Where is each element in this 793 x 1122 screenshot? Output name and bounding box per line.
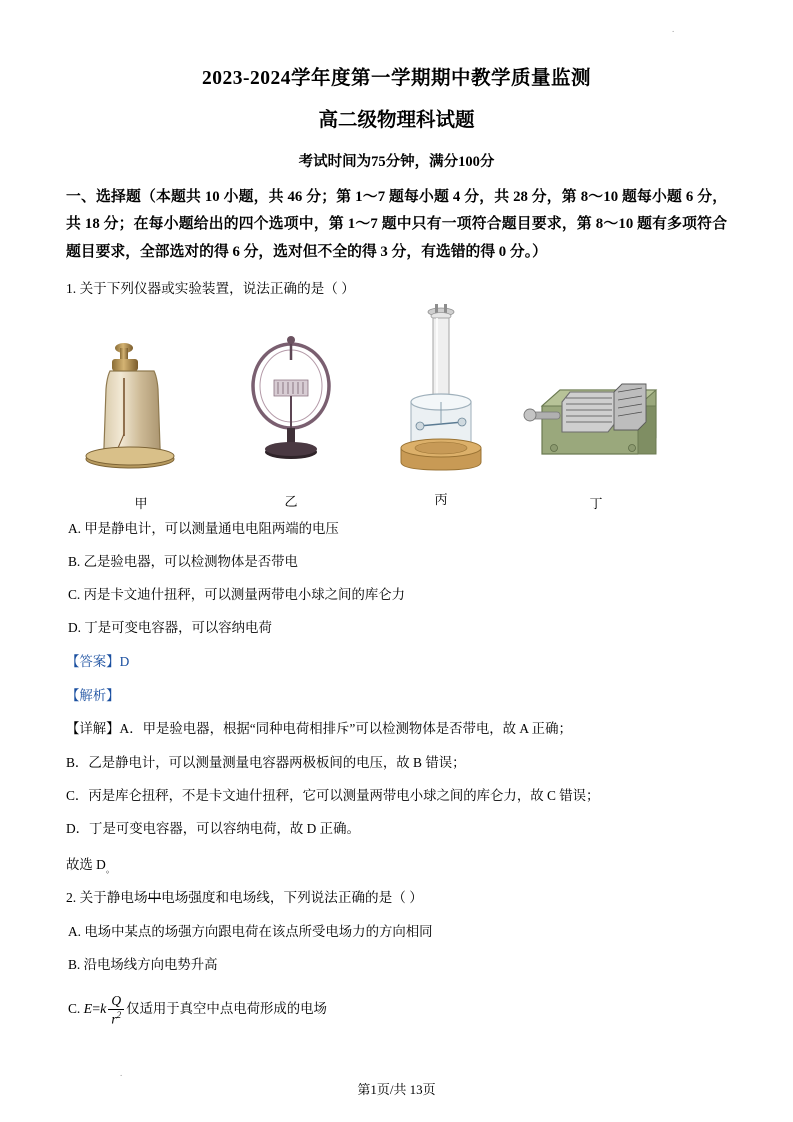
exam-info: 考试时间为75分钟，满分100分 (298, 154, 495, 170)
question-2-option-a: A. 电场中某点的场强方向跟电荷在该点所受电场力的方向相同 (68, 923, 433, 939)
figure-caption-bing: 丙 (434, 491, 448, 507)
formula-den-exponent: 2 (116, 1009, 122, 1020)
formula-numerator: Q (108, 993, 124, 1010)
figure-jia (76, 326, 206, 512)
question-1-figures (66, 306, 727, 511)
question-1-detail-1: 【详解】A．甲是验电器，根据“同种电荷相排斥”可以检测物体是否带电，故 A 正确； (66, 721, 572, 737)
question-2-stem-pre: 2. 关于静电场 (66, 890, 148, 906)
option-c-suffix: 仅适用于真空中点电荷形成的电场 (126, 1000, 327, 1016)
formula-fraction (108, 993, 124, 1027)
question-1-stem: 1. 关于下列仪器或实验装置，说法正确的是（ ） (66, 281, 355, 297)
figure-caption-ding: 丁 (589, 495, 603, 511)
figure-caption-jia: 甲 (134, 495, 148, 511)
formula-lhs: E (83, 1002, 93, 1018)
conclusion-text: 故选 D (66, 856, 106, 872)
option-c-prefix: C. (68, 1000, 84, 1016)
question-1-answer (66, 652, 727, 672)
page-subtitle: 高二级物理科试题 (318, 110, 475, 131)
page-bottom-left-dot: . (120, 1068, 123, 1078)
question-1-option-c: C. 丙是卡文迪什扭秤，可以测量两带电小球之间的库仑力 (68, 587, 405, 603)
coulomb-field-formula (84, 993, 126, 1027)
electroscope-icon (226, 324, 356, 484)
page-footer: 第1页/共 13页 (357, 1082, 436, 1097)
question-1-conclusion (66, 855, 727, 877)
question-1-option-a: A. 甲是静电计，可以测量通电电阻两端的电压 (68, 520, 339, 536)
question-1-option-b: B. 乙是验电器，可以检测物体是否带电 (68, 553, 298, 569)
question-2-option-c (66, 993, 727, 1027)
torsion-balance-icon (371, 298, 511, 488)
question-2-stem-post: 电场强度和电场线，下列说法正确的是（ ） (161, 890, 423, 906)
formula-denominator (108, 1010, 124, 1027)
question-2-stem-strike: 中 (148, 887, 162, 909)
conclusion-mark: 。 (105, 864, 115, 875)
question-1-option-d: D. 丁是可变电容器，可以容纳电荷 (68, 620, 272, 636)
answer-label: 【答案】 (66, 654, 120, 670)
figure-ding (516, 336, 676, 512)
question-1-detail-4: D．丁是可变电容器，可以容纳电荷，故 D 正确。 (66, 820, 360, 836)
question-1-detail-3: C．丙是库仑扭秤，不是卡文迪什扭秤，它可以测量两带电小球之间的库仑力，故 C 错误； (66, 787, 600, 803)
section-heading: 一、选择题（本题共 10 小题，共 46 分；第 1～7 题每小题 4 分，共 28 分，第 8～10 题每小题 6 分，共 18 分；在每小题给出的四个选项中，第 1～7 题中只有一项符合题目要求，第 8～10 题有多项符合题目要求，全部选对的得 6 分，选对但不全的得 3 分，有选错的得 0 分。） (66, 189, 727, 260)
formula-k: k (100, 1002, 107, 1018)
figure-yi (226, 324, 356, 510)
question-1-analysis-label: 【解析】 (66, 688, 120, 704)
electrometer-icon (76, 326, 206, 486)
formula-den-base: r (111, 1011, 117, 1027)
variable-capacitor-icon (516, 336, 676, 486)
page-title: 2023-2024学年度第一学期期中教学质量监测 (202, 68, 591, 89)
formula-eq: = (92, 1002, 101, 1018)
figure-caption-yi: 乙 (284, 493, 298, 509)
answer-value: D (119, 654, 130, 670)
question-1-detail-2: B．乙是静电计，可以测量测量电容器两极板间的电压，故 B 错误； (66, 754, 466, 770)
figure-bing (371, 298, 511, 508)
question-2-stem (66, 887, 727, 909)
question-2-option-b: B. 沿电场线方向电势升高 (68, 956, 218, 972)
page-corner-dot: . (672, 24, 675, 34)
